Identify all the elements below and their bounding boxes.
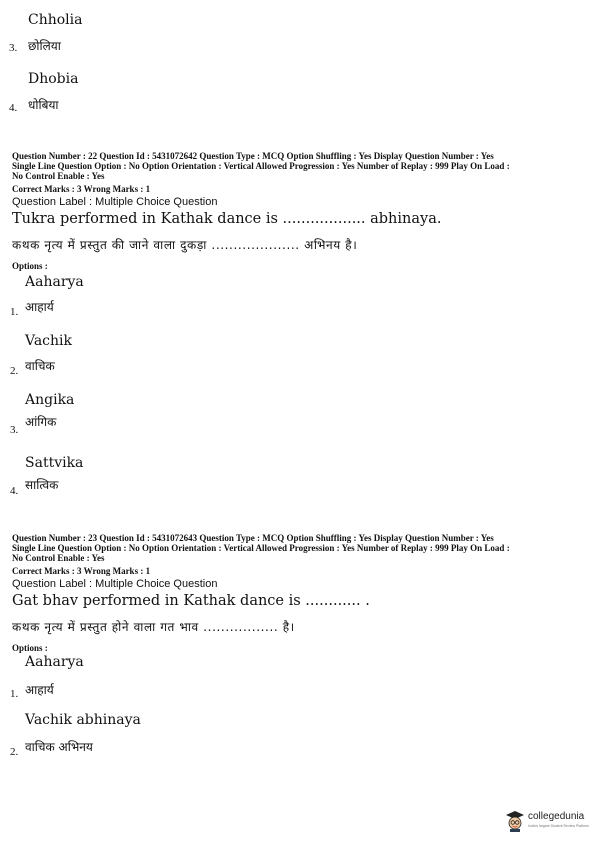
q22-option-3-number: 3.	[10, 424, 19, 436]
q22-marks: Correct Marks : 3 Wrong Marks : 1	[12, 184, 151, 194]
q22-option-1-english: Aaharya	[25, 274, 84, 290]
q22-option-3-english: Angika	[25, 392, 75, 408]
q22-question-text-english: Tukra performed in Kathak dance is .................. abhinaya.	[12, 211, 442, 227]
prev-option-4-number: 4.	[9, 102, 18, 114]
q22-question-text-hindi: कथक नृत्य में प्रस्तुत की जाने वाला दुकड़ा .................... अभिनय है।	[12, 238, 358, 252]
q22-option-4-english: Sattvika	[25, 455, 84, 471]
q23-option-1-hindi: आहार्य	[25, 683, 54, 697]
prev-option-3-english: Chholia	[28, 12, 83, 28]
prev-option-4-hindi: धोबिया	[28, 98, 59, 112]
q23-meta-line-2: Single Line Question Option : No Option Orientation : Vertical Allowed Progression : Yes Number of Replay : 999 Play On Load :	[12, 543, 510, 553]
q22-option-4-number: 4.	[10, 485, 19, 497]
q23-marks: Correct Marks : 3 Wrong Marks : 1	[12, 566, 151, 576]
q22-option-2-number: 2.	[10, 365, 19, 377]
q22-option-3-hindi: आंगिक	[25, 415, 57, 429]
q23-option-2-english: Vachik abhinaya	[25, 712, 141, 728]
q22-option-2-hindi: वाचिक	[25, 359, 55, 373]
q23-meta-line-1: Question Number : 23 Question Id : 5431072643 Question Type : MCQ Option Shuffling : Yes Display Question Number : Yes	[12, 533, 494, 543]
q22-meta-line-3: No Control Enable : Yes	[12, 171, 105, 181]
q22-options-heading: Options :	[12, 261, 48, 271]
logo-wordmark: collegedunia	[528, 811, 585, 822]
logo-tagline: India's largest Student Review Platform	[528, 824, 589, 828]
q22-meta-line-2: Single Line Question Option : No Option Orientation : Vertical Allowed Progression : Yes Number of Replay : 999 Play On Load :	[12, 161, 510, 171]
q22-question-label: Question Label : Multiple Choice Question	[12, 196, 218, 208]
q23-option-1-english: Aaharya	[25, 654, 84, 670]
prev-option-3-hindi: छोलिया	[28, 39, 61, 53]
q23-option-2-number: 2.	[10, 746, 19, 758]
q22-option-1-hindi: आहार्य	[25, 300, 54, 314]
graduate-mascot-icon	[505, 810, 525, 832]
q22-option-1-number: 1.	[10, 306, 19, 318]
collegedunia-logo	[505, 808, 593, 836]
q22-option-4-hindi: सात्विक	[25, 478, 59, 492]
q23-question-text-hindi: कथक नृत्य में प्रस्तुत होने वाला गत भाव ................. है।	[12, 620, 295, 634]
prev-option-4-english: Dhobia	[28, 71, 79, 87]
q22-meta-line-1: Question Number : 22 Question Id : 5431072642 Question Type : MCQ Option Shuffling : Yes Display Question Number : Yes	[12, 151, 494, 161]
prev-option-3-number: 3.	[9, 42, 18, 54]
q23-question-text-english: Gat bhav performed in Kathak dance is ............ .	[12, 593, 370, 609]
q23-option-1-number: 1.	[10, 688, 19, 700]
q22-option-2-english: Vachik	[25, 333, 72, 349]
q23-question-label: Question Label : Multiple Choice Question	[12, 578, 218, 590]
q23-option-2-hindi: वाचिक अभिनय	[25, 740, 93, 754]
q23-meta-line-3: No Control Enable : Yes	[12, 553, 105, 563]
q23-options-heading: Options :	[12, 643, 48, 653]
